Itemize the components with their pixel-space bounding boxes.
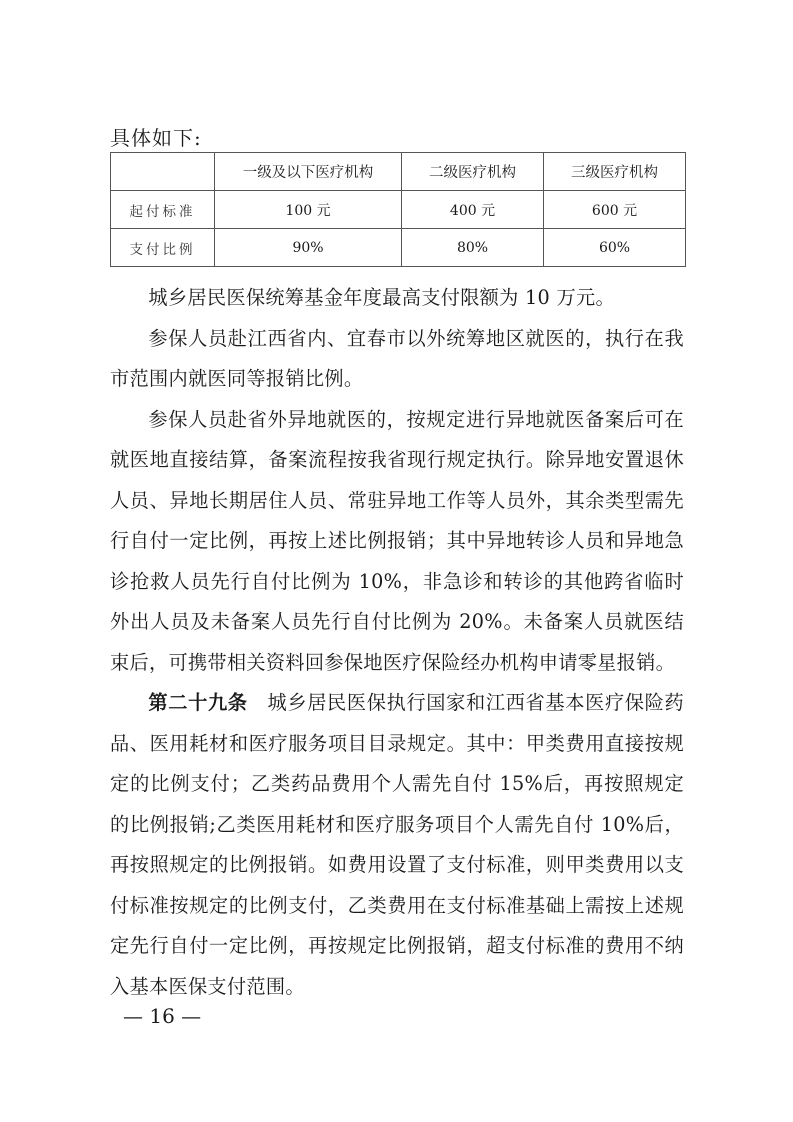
table-cell: 80% [402, 229, 544, 267]
paragraph: 城乡居民医保统筹基金年度最高支付限额为 10 万元。 [148, 286, 615, 309]
table-header-cell [111, 153, 215, 191]
table-cell: 100 元 [215, 191, 402, 229]
table-header-row [111, 153, 686, 191]
table-header-cell: 一级及以下医疗机构 [215, 153, 402, 191]
spacer [248, 691, 268, 714]
table-cell: 90% [215, 229, 402, 267]
row-label: 支付比例 [111, 229, 215, 267]
table-header-cell: 三级医疗机构 [544, 153, 686, 191]
row-label: 起付标准 [111, 191, 215, 229]
paragraph: 参保人员赴省外异地就医的，按规定进行异地就医备案后可在就医地直接结算，备案流程按我省现行规定执行。除异地安置退休人员、异地长期居住人员、常驻异地工作等人员外，其余类型需先行自付一定比例，再按上述比例报销；其中异地转诊人员和异地急诊抢救人员先行自付比例为 10%，非急诊和转诊的其他跨省临时外出人员及未备案人员先行自付比例为 20%。未备案人员就医结束后，可携带相关资料回参保地医疗保险经办机构申请零星报销。 [110, 407, 684, 674]
table-row [111, 191, 686, 229]
table-cell: 400 元 [402, 191, 544, 229]
table-cell: 600 元 [544, 191, 686, 229]
paragraph: 参保人员赴江西省内、宜春市以外统筹地区就医的，执行在我市范围内就医同等报销比例。 [110, 326, 684, 390]
article-paragraph [110, 683, 684, 1007]
page-number: — 16 — [123, 1004, 202, 1028]
article-text: 城乡居民医保执行国家和江西省基本医疗保险药品、医用耗材和医疗服务项目目录规定。其中：甲类费用直接按规定的比例支付；乙类药品费用个人需先自付 15%后，再按照规定的比例报销;乙类医用耗材和医疗服务项目个人需先自付 10%后，再按照规定的比例报销。如费用设置了支付标准，则甲类费用以支付标准按规定的比例支付，乙类费用在支付标准基础上需按上述规定先行自付一定比例，再按规定比例报销，超支付标准的费用不纳入基本医保支付范围。 [110, 691, 684, 998]
article-heading: 第二十九条 [148, 691, 248, 714]
body-text [110, 278, 684, 1007]
intro-text: 具体如下: [110, 126, 202, 150]
table-cell: 60% [544, 229, 686, 267]
table-header-cell: 二级医疗机构 [402, 153, 544, 191]
table-row [111, 229, 686, 267]
fee-table [110, 152, 686, 267]
